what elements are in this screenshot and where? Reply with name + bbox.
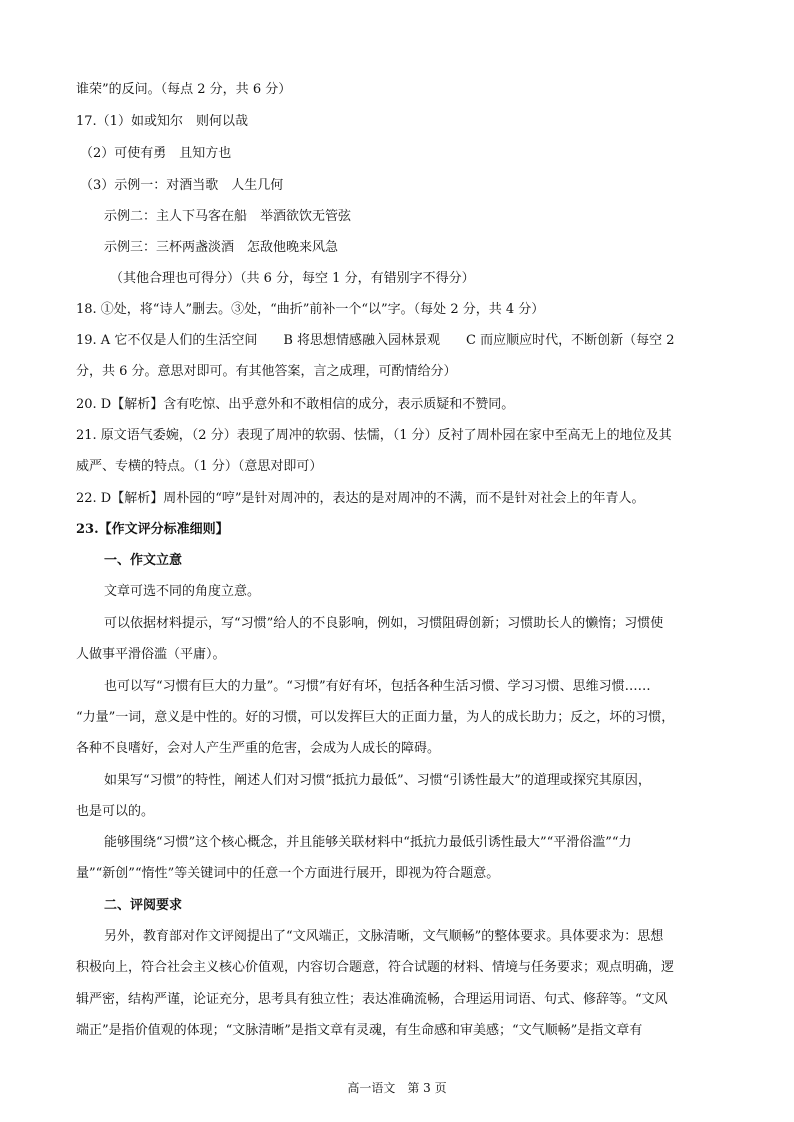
text-line: 22. D【解析】周朴园的“哼”是针对周冲的，表达的是对周冲的不满，而不是针对社会上的年青人。 — [76, 491, 645, 506]
page-footer: 高一语文 第 3 页 — [347, 1081, 447, 1095]
text-line: 示例三：三杯两盏淡酒 怎敌他晚来风急 — [104, 240, 339, 255]
text-line: 分，共 6 分。意思对即可。有其他答案，言之成理，可酌情给分） — [76, 364, 457, 379]
text-line: 能够围绕“习惯”这个核心概念，并且能够关联材料中“抵抗力最低引诱性最大”“平滑俗滥”“力 — [104, 835, 632, 850]
text-line: 如果写“习惯”的特性，阐述人们对习惯“抵抗力最低”、习惯“引诱性最大”的道理或探究其原因， — [104, 773, 651, 788]
text-line: 可以依据材料提示，写“习惯”给人的不良影响，例如，习惯阻碍创新；习惯助长人的懒惰；习惯使 — [104, 616, 664, 631]
text-line: （其他合理也可得分）（共 6 分，每空 1 分，有错别字不得分） — [110, 271, 475, 286]
text-line: 17.（1）如或知尔 则何以哉 — [76, 114, 248, 129]
text-line: “力量”一词，意义是中性的。好的习惯，可以发挥巨大的正面力量，为人的成长助力；反之，坏的习惯， — [76, 710, 675, 725]
text-line: 人做事平滑俗滥（平庸）。 — [76, 647, 226, 662]
text-line: 示例二：主人下马客在船 举酒欲饮无管弦 — [104, 209, 352, 224]
text-line: 威严、专横的特点。（1 分）（意思对即可） — [76, 459, 323, 474]
text-line: 文章可选不同的角度立意。 — [104, 584, 261, 599]
text-line: 18. ①处，将“诗人”删去。③处，“曲折”前补一个“以”字。（每处 2 分，共 4 分） — [76, 302, 545, 317]
text-line: 谁荣”的反问。（每点 2 分，共 6 分） — [76, 82, 292, 97]
section-heading: 二、评阅要求 — [104, 898, 183, 913]
text-line: 也是可以的。 — [76, 804, 155, 819]
text-line: 量”“新创”“惰性”等关键词中的任意一个方面进行展开，即视为符合题意。 — [76, 866, 500, 881]
section-heading: 一、作文立意 — [104, 553, 183, 568]
text-line: 19. A 它不仅是人们的生活空间 B 将思想情感融入园林景观 C 而应顺应时代，不断创新（每空 2 — [76, 333, 675, 348]
text-line: （2）可使有勇 且知方也 — [80, 146, 232, 161]
text-line: 也可以写“习惯有巨大的力量”。“习惯”有好有坏，包括各种生活习惯、学习习惯、思维习惯…… — [104, 679, 651, 694]
text-line: 辑严密，结构严谨，论证充分，思考具有独立性；表达准确流畅，合理运用词语、句式、修辞等。“文风 — [76, 992, 668, 1007]
section-heading: 23.【作文评分标准细则】 — [76, 522, 229, 537]
text-line: 各种不良嗜好，会对人产生严重的危害，会成为人成长的障碍。 — [76, 741, 441, 756]
text-line: 21. 原文语气委婉，（2 分）表现了周冲的软弱、怯懦，（1 分）反衬了周朴园在家中至高无上的地位及其 — [76, 428, 672, 443]
text-line: （3）示例一：对酒当歌 人生几何 — [80, 178, 284, 193]
text-line: 积极向上，符合社会主义核心价值观，内容切合题意，符合试题的材料、情境与任务要求；观点明确，逻 — [76, 960, 675, 975]
text-line: 20. D【解析】含有吃惊、出乎意外和不敢相信的成分，表示质疑和不赞同。 — [76, 397, 515, 412]
text-line: 另外，教育部对作文评阅提出了“文风端正，文脉清晰，文气顺畅”的整体要求。具体要求为：思想 — [104, 929, 664, 944]
text-line: 端正”是指价值观的体现；“文脉清晰”是指文章有灵魂，有生命感和审美感；“文气顺畅”是指文章有 — [76, 1023, 643, 1038]
